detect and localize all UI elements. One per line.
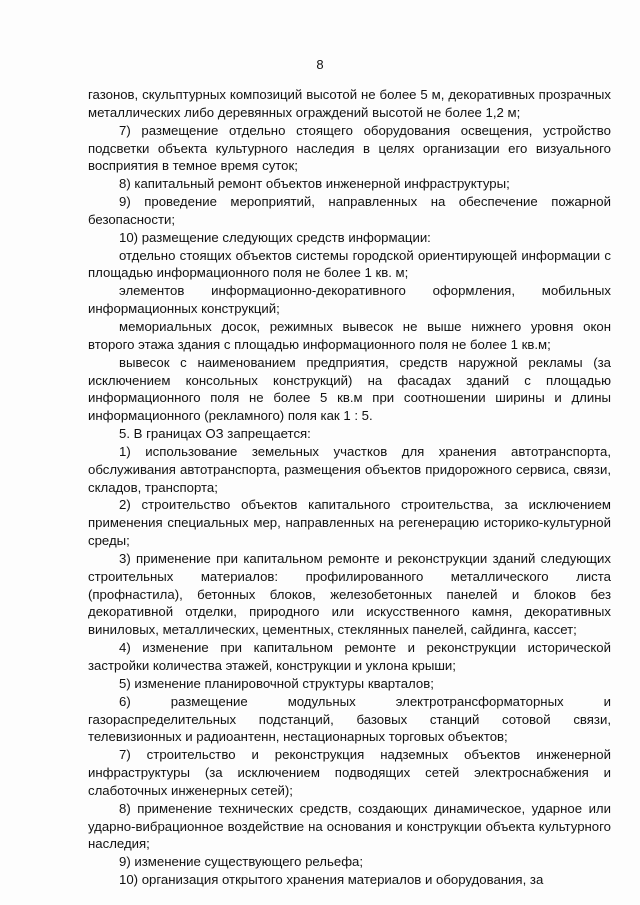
paragraph: 8) капитальный ремонт объектов инженерной инфраструктуры; [119,176,510,192]
paragraph: вывесок с наименованием предприятия, средств наружной рекламы (за исключением консольных конструкций) на фасадах зданий с площадью информационного поля не более 5 кв.м при соотношении ширины и длины информационного (рекламного) поля как 1 : 5. [88,354,611,424]
paragraph: 7) размещение отдельно стоящего оборудования освещения, устройство подсветки объекта культурного наследия в целях организации его визуального восприятия в темное время суток; [88,122,611,174]
document-body [88,86,611,889]
paragraph: 9) проведение мероприятий, направленных на обеспечение пожарной безопасности; [88,194,611,227]
paragraph: 6) размещение модульных электротрансформаторных и газораспределительных подстанций, базовых станций сотовой связи, телевизионных и радиоантенн, нестационарных торговых объектов; [88,693,611,745]
paragraph: элементов информационно-декоративного оформления, мобильных информационных конструкций; [88,283,611,317]
paragraph: мемориальных досок, режимных вывесок не выше нижнего уровня окон второго этажа здания с площадью информационного поля не более 1 кв.м; [88,318,611,352]
paragraph: 10) размещение следующих средств информации: [119,229,431,245]
paragraph: 1) использование земельных участков для хранения автотранспорта, обслуживания автотранспорта, размещения объектов придорожного сервиса, связи, складов, транспорта; [88,443,611,495]
paragraph: газонов, скульптурных композиций высотой не более 5 м, декоративных прозрачных металлических либо деревянных ограждений высотой не более 1,2 м; [88,87,611,120]
paragraph: 3) применение при капитальном ремонте и реконструкции зданий следующих строительных материалов: профилированного металлического листа (профнастила), бетонных блоков, железобетонных панелей и блоков без декоративной отделки, природного или искусственного камня, декоративных виниловых, металлических, цементных, стеклянных панелей, сайдинга, кассет; [88,550,611,638]
paragraph: 5. В границах ОЗ запрещается: [119,426,311,442]
paragraph: 5) изменение планировочной структуры кварталов; [119,675,434,691]
paragraph: 8) применение технических средств, создающих динамическое, ударное или ударно-вибрационное воздействие на основания и конструкции объекта культурного наследия; [88,800,611,852]
paragraph: отдельно стоящих объектов системы городской ориентирующей информации с площадью информационного поля не более 1 кв. м; [88,247,611,281]
page-number: 8 [316,57,324,72]
paragraph: 7) строительство и реконструкция надземных объектов инженерной инфраструктуры (за исключением подводящих сетей электроснабжения и слаботочных инженерных сетей); [88,747,611,798]
paragraph: 2) строительство объектов капитального строительства, за исключением применения специальных мер, направленных на регенерацию историко-культурной среды; [88,497,611,549]
paragraph: 10) организация открытого хранения материалов и оборудования, за [119,872,544,888]
paragraph: 9) изменение существующего рельефа; [119,854,364,870]
paragraph: 4) изменение при капитальном ремонте и реконструкции исторической застройки количества этажей, конструкции и уклона крыши; [88,640,611,673]
